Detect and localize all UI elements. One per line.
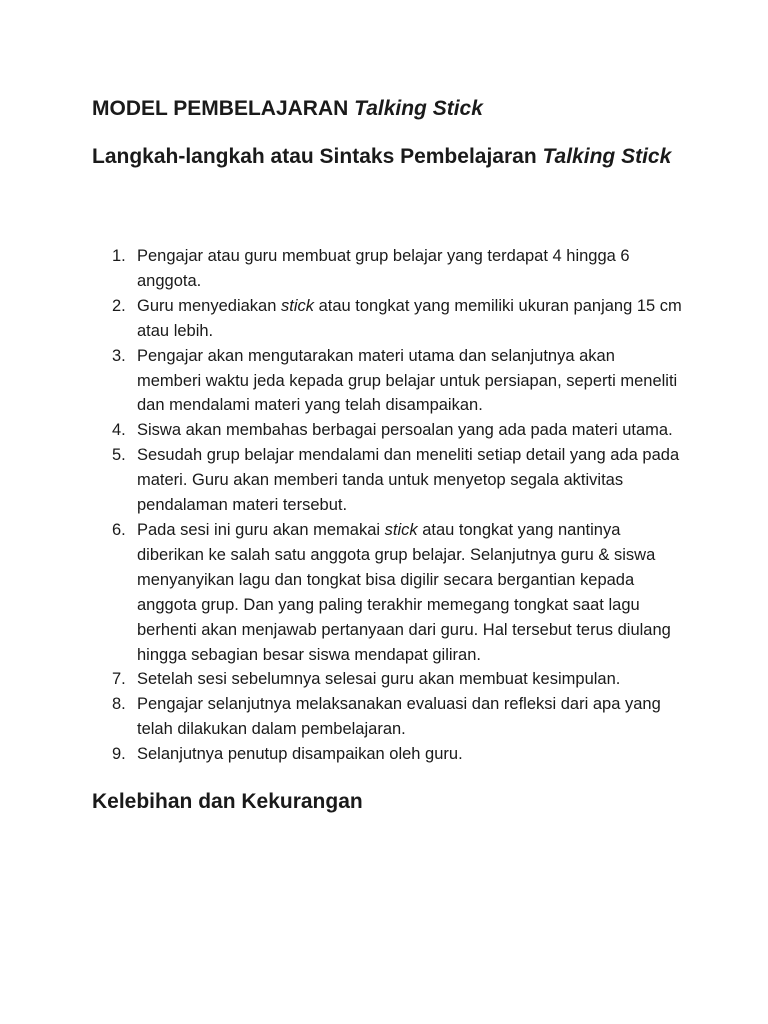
section-heading-pros-cons: Kelebihan dan Kekurangan xyxy=(92,790,363,814)
step-number: 7. xyxy=(112,670,126,689)
document-title xyxy=(92,94,682,124)
step-text: Pengajar selanjutnya melaksanakan evaluasi dan refleksi dari apa yang telah dilakukan dalam pembelajaran. xyxy=(137,695,661,739)
steps-list xyxy=(92,244,682,767)
step-number: 5. xyxy=(112,446,126,465)
step-text: Pada sesi ini guru akan memakai xyxy=(137,520,385,539)
step-text: Selanjutnya penutup disampaikan oleh guru. xyxy=(137,745,463,764)
step-text: Sesudah grup belajar mendalami dan meneliti setiap detail yang ada pada materi. Guru akan memberi tanda untuk menyetop segala aktivitas pendalaman materi tersebut. xyxy=(137,446,680,515)
step-text-emphasis: stick xyxy=(281,296,314,315)
step-text: Pengajar atau guru membuat grup belajar yang terdapat 4 hingga 6 anggota. xyxy=(137,247,630,290)
step-text: Setelah sesi sebelumnya selesai guru akan membuat kesimpulan. xyxy=(137,670,621,689)
step-text: Guru menyediakan xyxy=(137,296,281,315)
step-item xyxy=(92,244,682,294)
step-item xyxy=(92,294,682,344)
subtitle-text: Langkah-langkah atau Sintaks Pembelajaran xyxy=(92,145,543,168)
document-page xyxy=(92,94,682,817)
title-emphasis: Talking Stick xyxy=(354,97,483,120)
step-number: 9. xyxy=(112,745,126,764)
step-number: 1. xyxy=(112,247,126,265)
step-item xyxy=(92,667,682,692)
step-number: 6. xyxy=(112,520,126,539)
subtitle-emphasis: Talking Stick xyxy=(542,145,672,168)
step-text: Pengajar akan mengutarakan materi utama dan selanjutnya akan memberi waktu jeda kepada grup belajar untuk persiapan, seperti meneliti dan mendalami materi yang telah disampaikan. xyxy=(137,346,678,415)
step-text: atau tongkat yang nantinya diberikan ke salah satu anggota grup belajar. Selanjutnya guru & siswa menyanyikan lagu dan tongkat bisa digilir secara bergantian kepada anggota grup. Dan yang paling terakhir memegang tongkat saat lagu berhenti akan menjawab pertanyaan dari guru. Hal tersebut terus diulang hingga sebagian besar siswa mendapat giliran. xyxy=(137,520,671,664)
step-item xyxy=(92,418,682,443)
step-item xyxy=(92,443,682,518)
step-number: 3. xyxy=(112,346,126,365)
step-item xyxy=(92,742,682,767)
step-number: 4. xyxy=(112,421,126,440)
step-text: Siswa akan membahas berbagai persoalan yang ada pada materi utama. xyxy=(137,421,673,440)
title-text: MODEL PEMBELAJARAN xyxy=(92,97,355,120)
step-item xyxy=(92,692,682,742)
step-item xyxy=(92,344,682,419)
step-item xyxy=(92,518,682,667)
step-number: 8. xyxy=(112,695,126,714)
step-number: 2. xyxy=(112,296,126,315)
step-text: atau tongkat yang memiliki ukuran panjang 15 cm atau lebih. xyxy=(137,296,682,340)
section-title-steps xyxy=(92,142,682,172)
step-text-emphasis: stick xyxy=(384,520,418,539)
